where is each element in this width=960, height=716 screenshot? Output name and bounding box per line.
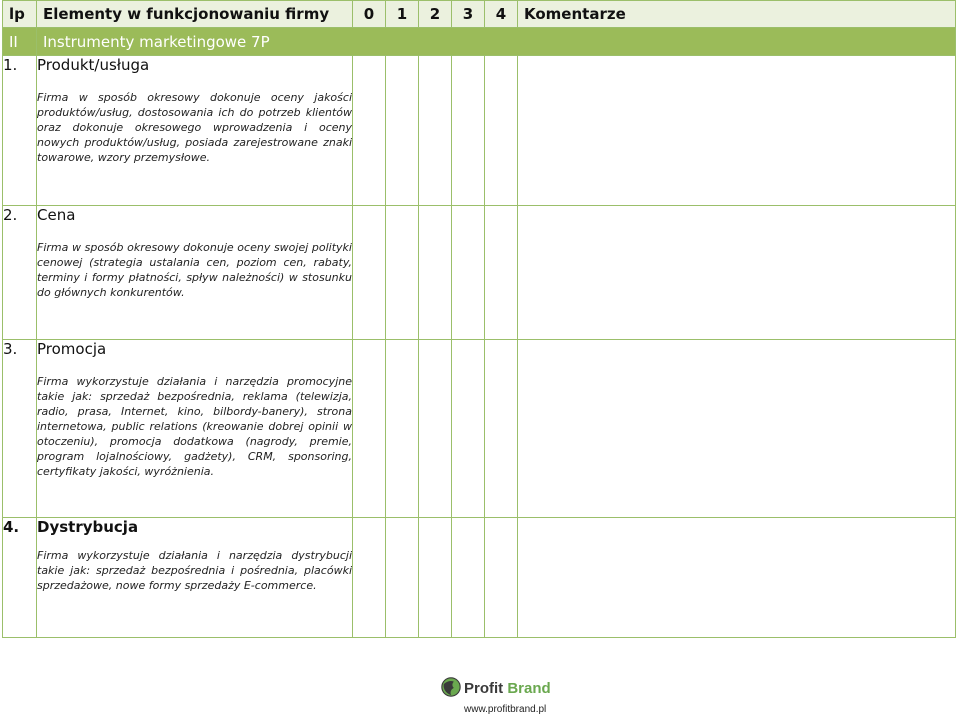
table-row xyxy=(3,340,956,518)
table-row xyxy=(3,56,956,206)
item-cell xyxy=(37,518,353,638)
item-number: 4. xyxy=(3,518,37,638)
header-comments: Komentarze xyxy=(518,1,956,28)
item-number: 2. xyxy=(3,206,37,340)
score-cell-3[interactable] xyxy=(452,340,485,518)
item-cell xyxy=(37,206,353,340)
item-title: Dystrybucja xyxy=(37,518,139,536)
score-cell-0[interactable] xyxy=(353,518,386,638)
header-score-3: 3 xyxy=(452,1,485,28)
header-elements: Elementy w funkcjonowaniu firmy xyxy=(37,1,353,28)
item-description: Firma w sposób okresowy dokonuje oceny swojej polityki cenowej (strategia ustalania cen, poziom cen, rabaty, terminy i formy płatności, spływ należności) w stosunku do głównych konkurentów. xyxy=(37,241,352,299)
item-title: Promocja xyxy=(37,340,107,358)
section-title: Instrumenty marketingowe 7P xyxy=(37,28,956,56)
header-lp: lp xyxy=(3,1,37,28)
item-description: Firma wykorzystuje działania i narzędzia promocyjne takie jak: sprzedaż bezpośrednia, reklama (telewizja, radio, prasa, Internet, kino, bilbordy-banery), strona internetowa, public relations (kreowanie dobrej opinii w otoczeniu), promocja dodatkowa (nagrody, premie, program lojalnościowy, gadżety), CRM, sponsoring, certyfikaty jakości, wyróżnienia. xyxy=(37,375,352,478)
brand-part-2: Brand xyxy=(507,680,551,697)
item-description: Firma wykorzystuje działania i narzędzia dystrybucji takie jak: sprzedaż bezpośrednia i pośrednia, placówki sprzedażowe, nowe formy sprzedaży E-commerce. xyxy=(37,549,352,592)
item-number: 3. xyxy=(3,340,37,518)
score-cell-4[interactable] xyxy=(485,206,518,340)
score-cell-0[interactable] xyxy=(353,206,386,340)
comment-cell[interactable] xyxy=(518,56,956,206)
score-cell-2[interactable] xyxy=(419,340,452,518)
header-score-2: 2 xyxy=(419,1,452,28)
score-cell-4[interactable] xyxy=(485,340,518,518)
header-score-4: 4 xyxy=(485,1,518,28)
score-cell-3[interactable] xyxy=(452,518,485,638)
item-cell xyxy=(37,56,353,206)
score-cell-1[interactable] xyxy=(386,340,419,518)
score-cell-2[interactable] xyxy=(419,518,452,638)
header-score-1: 1 xyxy=(386,1,419,28)
score-cell-0[interactable] xyxy=(353,56,386,206)
item-title: Produkt/usługa xyxy=(37,56,150,74)
globe-logo-icon xyxy=(440,676,462,698)
score-cell-1[interactable] xyxy=(386,518,419,638)
score-cell-3[interactable] xyxy=(452,56,485,206)
assessment-table xyxy=(2,0,956,638)
header-row xyxy=(3,1,956,28)
item-description: Firma w sposób okresowy dokonuje oceny jakości produktów/usług, dostosowania ich do potrzeb klientów oraz dokonuje okresowego wprowadzenia i oceny nowych produktów/usług, posiada zarejestrowane znaki towarowe, wzory przemysłowe. xyxy=(37,91,352,164)
score-cell-1[interactable] xyxy=(386,56,419,206)
score-cell-2[interactable] xyxy=(419,206,452,340)
section-number: II xyxy=(3,28,37,56)
footer-url[interactable]: www.profitbrand.pl xyxy=(464,704,547,715)
score-cell-3[interactable] xyxy=(452,206,485,340)
brand-part-1: Profit xyxy=(464,680,504,697)
score-cell-4[interactable] xyxy=(485,518,518,638)
section-row xyxy=(3,28,956,56)
table-row xyxy=(3,206,956,340)
header-score-0: 0 xyxy=(353,1,386,28)
comment-cell[interactable] xyxy=(518,518,956,638)
table-row xyxy=(3,518,956,638)
item-title: Cena xyxy=(37,206,76,224)
score-cell-4[interactable] xyxy=(485,56,518,206)
brand-logo-text xyxy=(464,680,551,697)
score-cell-1[interactable] xyxy=(386,206,419,340)
comment-cell[interactable] xyxy=(518,206,956,340)
score-cell-0[interactable] xyxy=(353,340,386,518)
comment-cell[interactable] xyxy=(518,340,956,518)
item-number: 1. xyxy=(3,56,37,206)
item-cell xyxy=(37,340,353,518)
score-cell-2[interactable] xyxy=(419,56,452,206)
